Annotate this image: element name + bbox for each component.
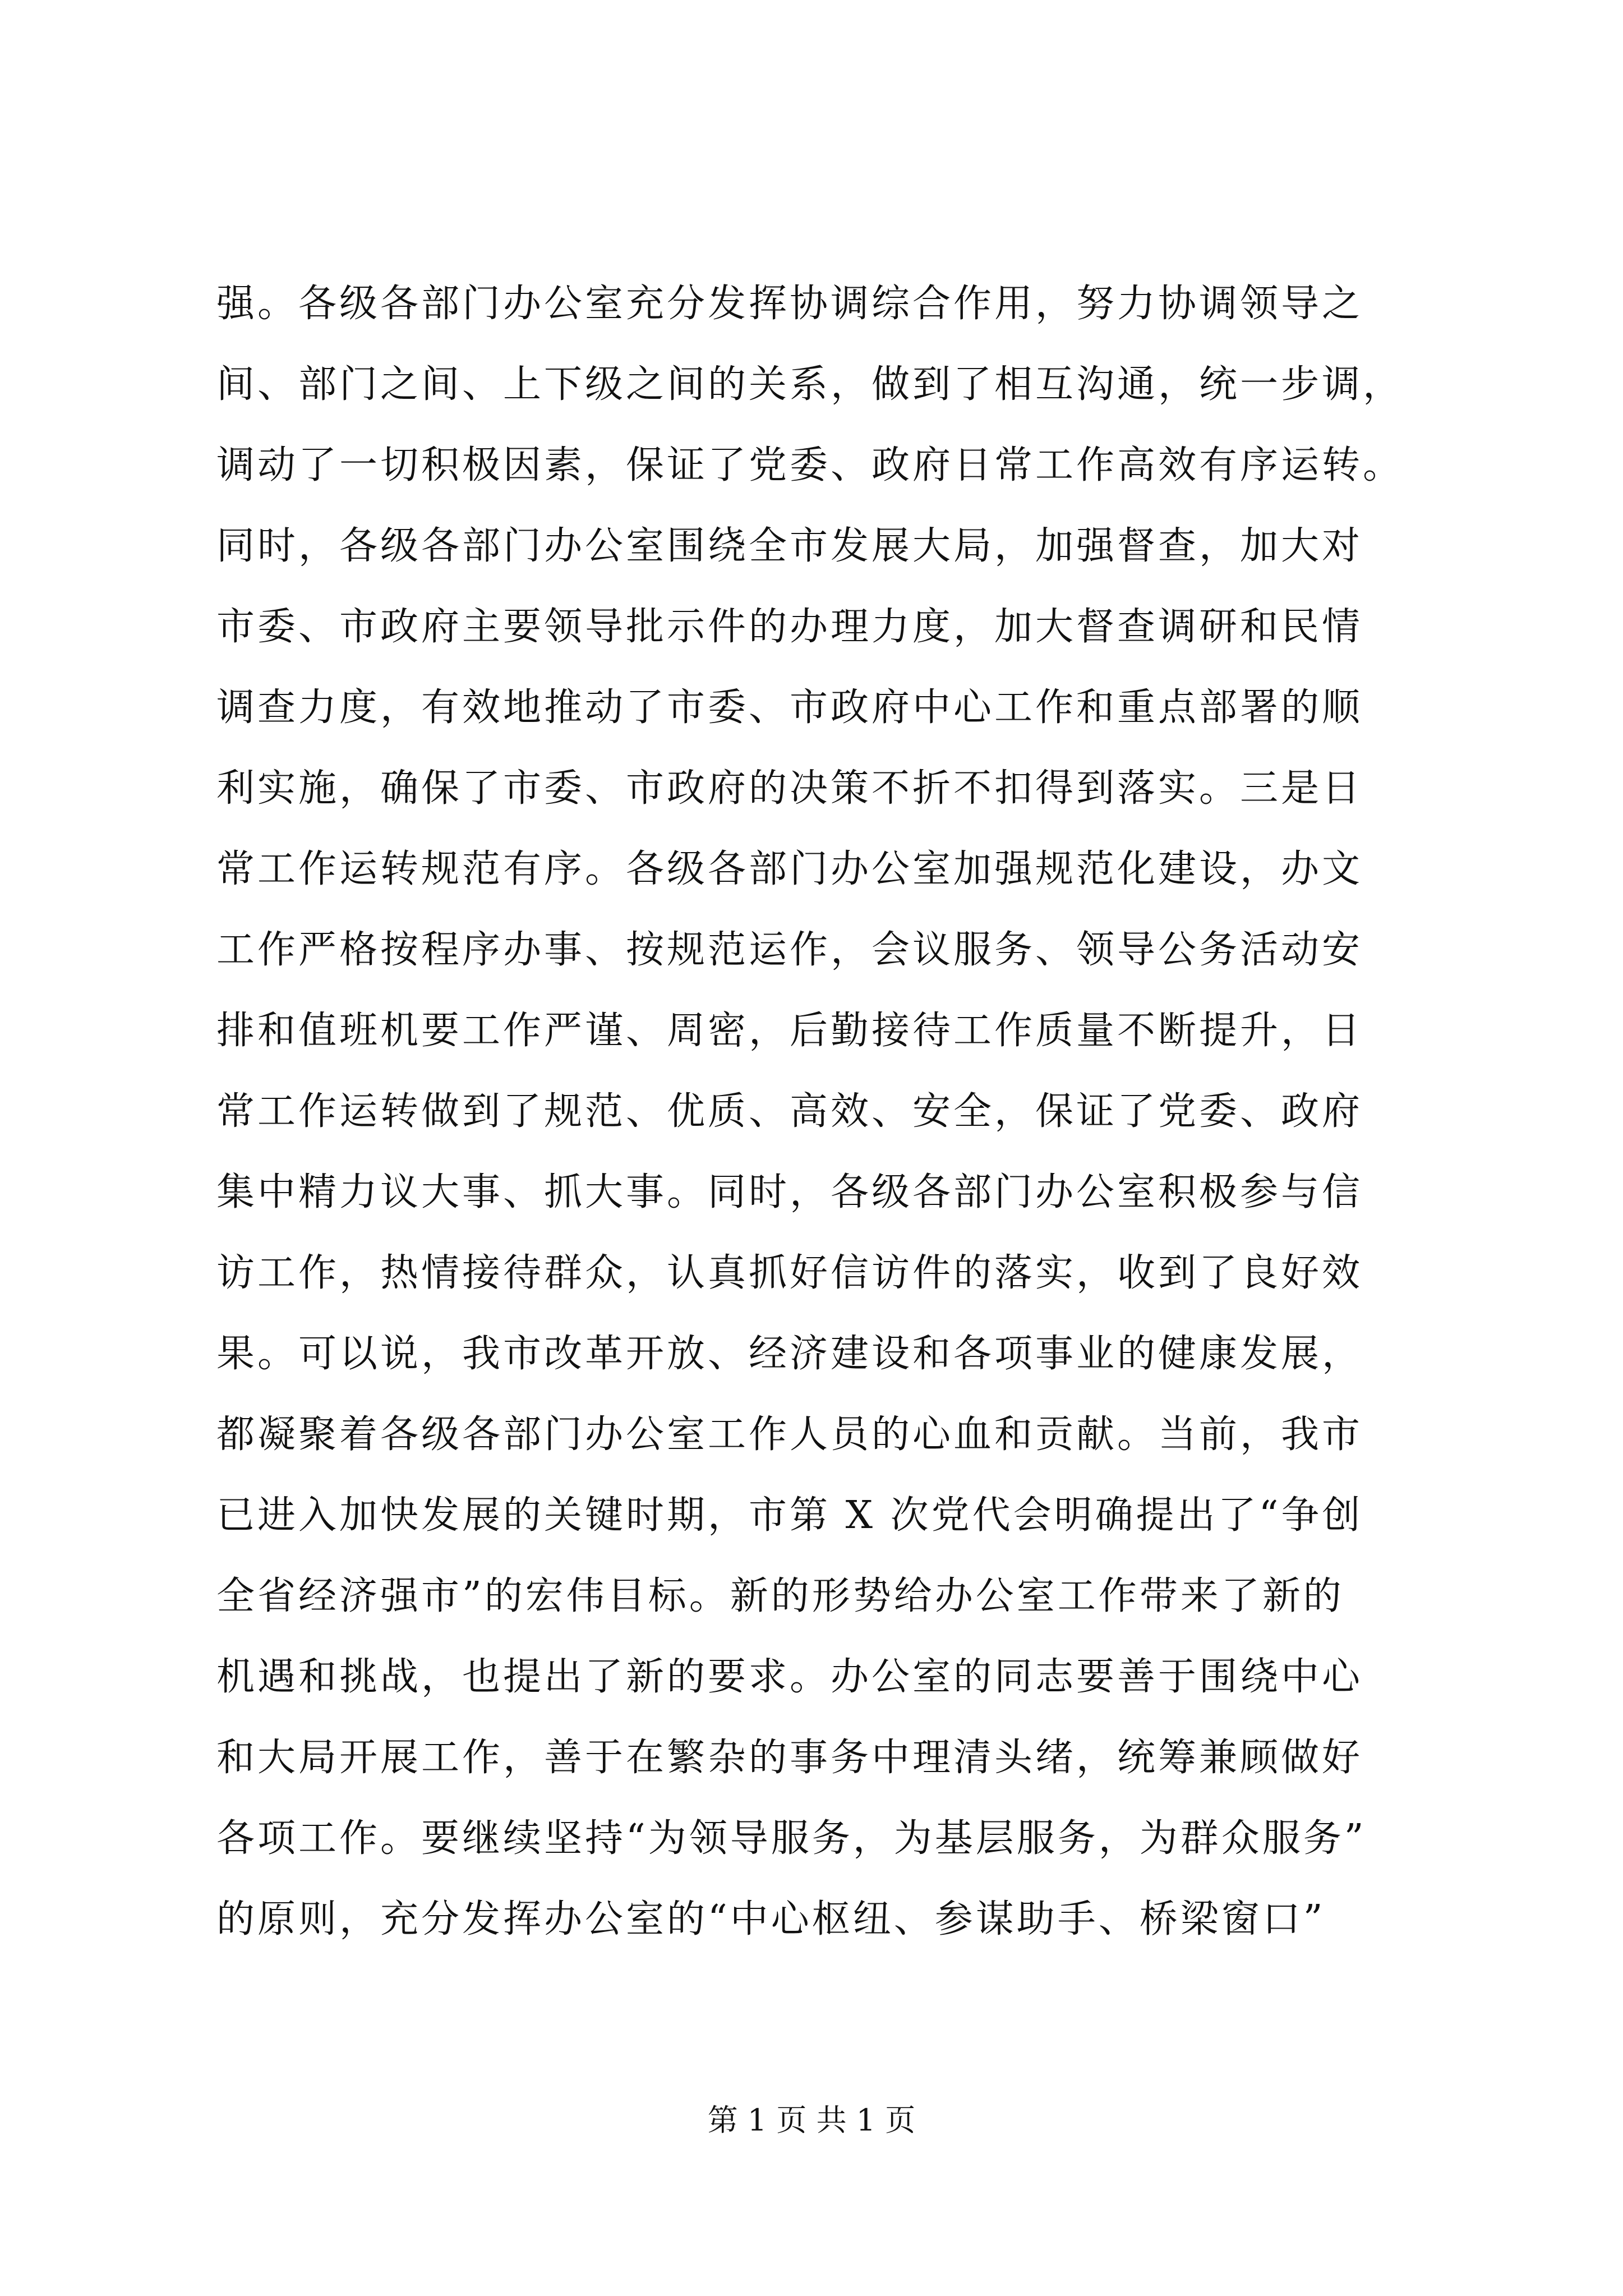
text-line: 排和值班机要工作严谨、周密，后勤接待工作质量不断提升，日 — [216, 1009, 1363, 1053]
page-footer — [0, 2098, 1623, 2143]
text-line: 机遇和挑战，也提出了新的要求。办公室的同志要善于围绕中心 — [216, 1655, 1363, 1699]
text-line: 果。可以说，我市改革开放、经济建设和各项事业的健康发展， — [216, 1332, 1363, 1376]
text-line: 各项工作。要继续坚持“为领导服务，为基层服务，为群众服务” — [216, 1816, 1367, 1861]
text-line: 常工作运转规范有序。各级各部门办公室加强规范化建设，办文 — [216, 847, 1363, 891]
text-line: 的原则，充分发挥办公室的“中心枢纽、参谋助手、桥梁窗口” — [216, 1897, 1326, 1941]
text-line: 调动了一切积极因素，保证了党委、政府日常工作高效有序运转。 — [216, 443, 1404, 487]
text-line: 常工作运转做到了规范、优质、高效、安全，保证了党委、政府 — [216, 1089, 1363, 1134]
text-line: 强。各级各部门办公室充分发挥协调综合作用，努力协调领导之 — [216, 282, 1363, 326]
text-line: 利实施，确保了市委、市政府的决策不折不扣得到落实。三是日 — [216, 766, 1363, 811]
text-line: 都凝聚着各级各部门办公室工作人员的心血和贡献。当前，我市 — [216, 1412, 1363, 1457]
text-line: 市委、市政府主要领导批示件的办理力度，加大督查调研和民情 — [216, 605, 1363, 649]
text-line: 和大局开展工作，善于在繁杂的事务中理清头绪，统筹兼顾做好 — [216, 1736, 1363, 1780]
body-text — [216, 264, 1417, 1960]
text-line: 全省经济强市”的宏伟目标。新的形势给办公室工作带来了新的 — [216, 1574, 1344, 1618]
text-line: 同时，各级各部门办公室围绕全市发展大局，加强督查，加大对 — [216, 524, 1363, 568]
text-line: 访工作，热情接待群众，认真抓好信访件的落实，收到了良好效 — [216, 1251, 1363, 1295]
page-number: 第 1 页 共 1 页 — [707, 2102, 916, 2138]
text-line: 调查力度，有效地推动了市委、市政府中心工作和重点部署的顺 — [216, 685, 1363, 730]
text-line: 工作严格按程序办事、按规范运作，会议服务、领导公务活动安 — [216, 928, 1363, 972]
text-line: 已进入加快发展的关键时期，市第 X 次党代会明确提出了“争创 — [216, 1493, 1363, 1538]
text-line: 间、部门之间、上下级之间的关系，做到了相互沟通，统一步调， — [216, 362, 1404, 407]
text-line: 集中精力议大事、抓大事。同时，各级各部门办公室积极参与信 — [216, 1170, 1363, 1214]
